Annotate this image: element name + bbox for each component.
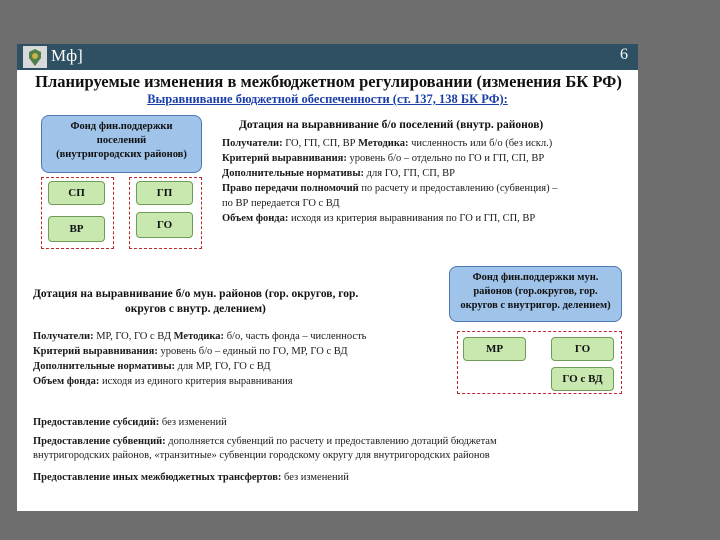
fund-line: Фонд фин.поддержки bbox=[70, 121, 173, 132]
section1-heading: Дотация на выравнивание б/о поселений (внутр. районов) bbox=[239, 119, 544, 131]
subventions-line-2: внутригородских районов, «транзитные» субвенции городскому округу для внутригородских районов bbox=[33, 450, 490, 461]
box-go-2: ГО bbox=[551, 337, 614, 361]
fund-line: районов (гор.округов, гор. bbox=[473, 286, 598, 297]
detail-line: Объем фонда: исходя из единого критерия выравнивания bbox=[33, 376, 293, 387]
fund-line: округов с внутригор. делением) bbox=[460, 300, 611, 311]
detail-line: Объем фонда: исходя из критерия выравнивания по ГО и ГП, СП, ВР bbox=[222, 213, 536, 224]
box-gp: ГП bbox=[136, 181, 193, 205]
subventions-line bbox=[33, 435, 497, 463]
box-mr: МР bbox=[463, 337, 526, 361]
page-number: 6 bbox=[620, 46, 628, 63]
detail-line: Получатели: МР, ГО, ГО с ВД Методика: б/о, часть фонда – численность bbox=[33, 331, 367, 342]
detail-line: по ВР передается ГО с ВД bbox=[222, 198, 340, 209]
section2-heading bbox=[33, 287, 358, 317]
box-go-vd: ГО с ВД bbox=[551, 367, 614, 391]
fund-settlements-box bbox=[41, 115, 202, 173]
page-subtitle: Выравнивание бюджетной обеспеченности (ст. 137, 138 БК РФ): bbox=[147, 92, 508, 106]
section2-details bbox=[33, 329, 366, 389]
coat-of-arms-icon bbox=[23, 46, 47, 68]
detail-line: Критерий выравнивания: уровень б/о – отдельно по ГО и ГП, СП, ВР bbox=[222, 153, 545, 164]
fund-line: Фонд фин.поддержки мун. bbox=[472, 272, 599, 283]
subventions-line-1: Предоставление субвенций: дополняется субвенций по расчету и предоставлению дотаций бюджетам bbox=[33, 436, 497, 447]
slide bbox=[17, 44, 638, 511]
fund-line: (внутригородских районов) bbox=[56, 149, 187, 160]
brand-text: Мф] bbox=[51, 46, 83, 65]
section1-details bbox=[222, 136, 558, 226]
heading-line: округов с внутр. делением) bbox=[125, 303, 266, 315]
box-sp: СП bbox=[48, 181, 105, 205]
subsidies-line: Предоставление субсидий: без изменений bbox=[33, 417, 227, 428]
top-bar bbox=[17, 44, 638, 70]
detail-line: Дополнительные нормативы: для МР, ГО, ГО с ВД bbox=[33, 361, 271, 372]
box-go: ГО bbox=[136, 212, 193, 238]
detail-line: Получатели: ГО, ГП, СП, ВР Методика: численность или б/о (без искл.) bbox=[222, 138, 553, 149]
detail-line: Право передачи полномочий по расчету и предоставлению (субвенция) – bbox=[222, 183, 558, 194]
box-vr: ВР bbox=[48, 216, 105, 242]
detail-line: Критерий выравнивания: уровень б/о – единый по ГО, МР, ГО с ВД bbox=[33, 346, 348, 357]
page-title: Планируемые изменения в межбюджетном регулировании (изменения БК РФ) bbox=[35, 72, 622, 91]
fund-districts-box bbox=[449, 266, 622, 322]
heading-line: Дотация на выравнивание б/о мун. районов (гор. округов, гор. bbox=[33, 288, 359, 300]
other-transfers-line: Предоставление иных межбюджетных трансфертов: без изменений bbox=[33, 472, 349, 483]
detail-line: Дополнительные нормативы: для ГО, ГП, СП, ВР bbox=[222, 168, 455, 179]
fund-line: поселений bbox=[96, 135, 147, 146]
